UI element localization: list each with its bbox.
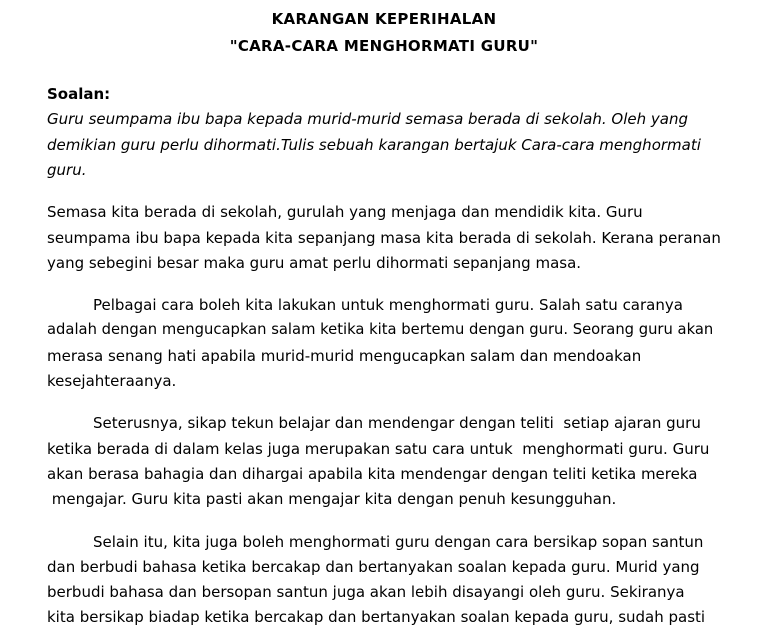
paragraph-line: Selain itu, kita juga boleh menghormati guru dengan cara bersikap sopan santun bbox=[93, 533, 704, 551]
question-line: Guru seumpama ibu bapa kepada murid-murid semasa berada di sekolah. Oleh yang bbox=[47, 110, 688, 128]
paragraph-line: Pelbagai cara boleh kita lakukan untuk menghormati guru. Salah satu caranya bbox=[93, 296, 683, 314]
paragraph-line: seumpama ibu bapa kepada kita sepanjang masa kita berada di sekolah. Kerana peranan bbox=[47, 229, 721, 247]
paragraph-line: adalah dengan mengucapkan salam ketika kita bertemu dengan guru. Seorang guru akan bbox=[47, 321, 714, 338]
paragraph-line: Seterusnya, sikap tekun belajar dan mendengar dengan teliti setiap ajaran guru bbox=[93, 414, 701, 432]
question-line: guru. bbox=[47, 161, 87, 179]
paragraph-line: merasa senang hati apabila murid-murid mengucapkan salam dan mendoakan bbox=[47, 347, 642, 365]
paragraph-line: ketika berada di dalam kelas juga merupakan satu cara untuk menghormati guru. Guru bbox=[47, 440, 710, 458]
document-title: KARANGAN KEPERIHALAN bbox=[271, 10, 497, 28]
question-line: demikian guru perlu dihormati.Tulis sebuah karangan bertajuk Cara-cara menghormati bbox=[47, 136, 701, 154]
paragraph-line: dan berbudi bahasa ketika bercakap dan bertanyakan soalan kepada guru. Murid yang bbox=[47, 558, 700, 576]
document-subtitle: "CARA-CARA MENGHORMATI GURU" bbox=[229, 37, 539, 55]
paragraph-line: mengajar. Guru kita pasti akan mengajar kita dengan penuh kesungguhan. bbox=[47, 490, 617, 508]
paragraph-line: kesejahteraanya. bbox=[47, 372, 177, 390]
paragraph-line: akan berasa bahagia dan dihargai apabila kita mendengar dengan teliti ketika mereka bbox=[47, 465, 698, 483]
question-label: Soalan: bbox=[47, 85, 111, 103]
paragraph-line: Semasa kita berada di sekolah, gurulah yang menjaga dan mendidik kita. Guru bbox=[47, 203, 643, 221]
paragraph-line: berbudi bahasa dan bersopan santun juga akan lebih disayangi oleh guru. Sekiranya bbox=[47, 583, 685, 601]
paragraph-line: kita bersikap biadap ketika bercakap dan bertanyakan soalan kepada guru, sudah pasti bbox=[47, 608, 706, 626]
paragraph-line: yang sebegini besar maka guru amat perlu dihormati sepanjang masa. bbox=[47, 254, 582, 272]
